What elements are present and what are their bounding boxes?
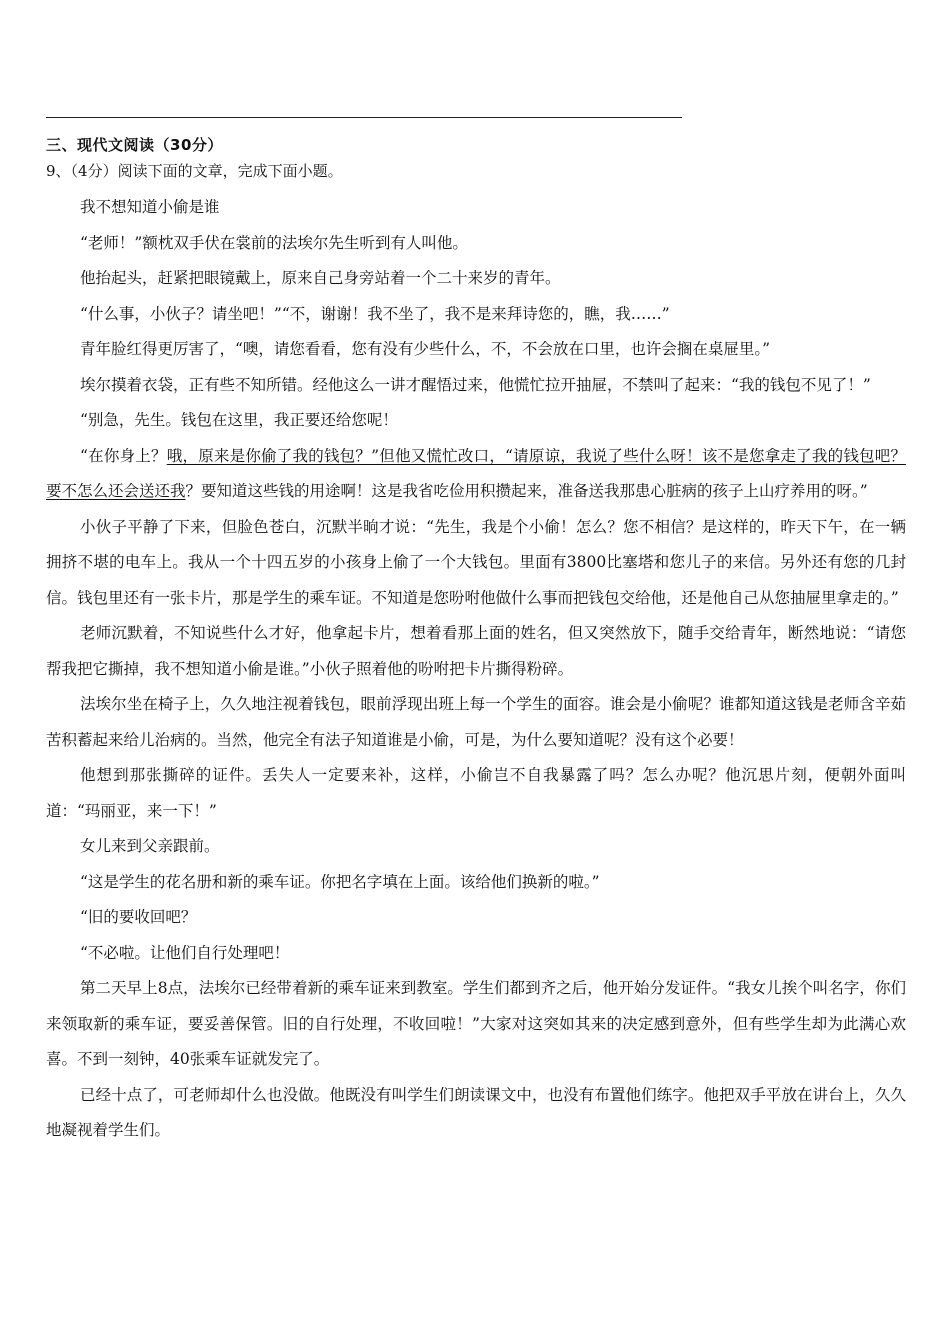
- paragraph: 女儿来到父亲跟前。: [80, 837, 220, 855]
- paragraph: 青年脸红得更厉害了，“噢，请您看看，您有没有少些什么，不，不会放在口里，也许会搁在桌屉里。”: [80, 340, 771, 358]
- paragraph: “旧的要收回吧？: [80, 908, 197, 926]
- paragraph: “不必啦。让他们自行处理吧！: [80, 943, 290, 962]
- paragraph: 小伙子平静了下来，但脸色苍白，沉默半晌才说：“先生，我是个小偷！怎么？您不相信？是这样的，昨天下午，在一辆拥挤不堪的电车上。我从一个十四五岁的小孩身上偷了一个大钱包。里面有3800比塞塔和您儿子的来信。另外还有您的几封信。钱包里还有一张卡片，那是学生的乘车证。不知道是您吩咐他做什么事而把钱包交给他，还是他自己从您抽屉里拿走的。”: [46, 517, 906, 607]
- paragraph: 他抬起头，赶紧把眼镜戴上，原来自己身旁站着一个二十来岁的青年。: [80, 269, 561, 287]
- question-prompt: 9、（4分）阅读下面的文章，完成下面小题。: [46, 162, 343, 180]
- top-rule-divider: [46, 117, 682, 118]
- paragraph-text-after: ？要知道这些钱的用途啊！这是我省吃俭用积攒起来，准备送我那患心脏病的孩子上山疗养用的呀。”: [185, 482, 868, 500]
- paragraph: 第二天早上8点，法埃尔已经带着新的乘车证来到教室。学生们都到齐之后，他开始分发证件。“我女儿挨个叫名字，你们来领取新的乘车证，要妥善保管。旧的自行处理，不收回啦！”大家对这突如其来的决定感到意外，但有些学生却为此满心欢喜。不到一刻钟，40张乘车证就发完了。: [46, 979, 906, 1068]
- paragraph: 老师沉默着，不知说些什么才好，他拿起卡片，想着看那上面的姓名，但又突然放下，随手交给青年，断然地说：“请您帮我把它撕掉，我不想知道小偷是谁。”小伙子照着他的吩咐把卡片撕得粉碎。: [46, 624, 906, 678]
- paragraph: 已经十点了，可老师却什么也没做。他既没有叫学生们朗读课文中，也没有布置他们练字。他把双手平放在讲台上，久久地凝视着学生们。: [46, 1085, 906, 1139]
- paragraph: “什么事，小伙子？请坐吧！”“不，谢谢！我不坐了，我不是来拜诗您的，瞧，我……”: [80, 304, 670, 323]
- underlined-sentence: 哦，原来是你偷了我的钱包？”但他又慌忙改口，“请原谅，我说了些什么呀！该不是您拿走了我的钱包吧？要不怎么还会送还我: [46, 446, 906, 500]
- article-body: [46, 190, 906, 1149]
- paragraph: “这是学生的花名册和新的乘车证。你把名字填在上面。该给他们换新的啦。”: [80, 872, 600, 891]
- paragraph-text-before: “在你身上？: [80, 446, 167, 465]
- section-heading: 三、现代文阅读（30分）: [46, 136, 223, 154]
- paragraph: “老师！”额枕双手伏在裳前的法埃尔先生听到有人叫他。: [80, 233, 468, 252]
- paragraph: 埃尔摸着衣袋，正有些不知所错。经他这么一讲才醒悟过来，他慌忙拉开抽屉，不禁叫了起来：“我的钱包不见了！”: [80, 375, 871, 394]
- paragraph-underlined: [46, 439, 906, 510]
- paragraph: “别急，先生。钱包在这里，我正要还给您呢！: [80, 411, 398, 429]
- article-title: 我不想知道小偷是谁: [80, 198, 220, 216]
- paragraph: 法埃尔坐在椅子上，久久地注视着钱包，眼前浮现出班上每一个学生的面容。谁会是小偷呢？谁都知道这钱是老师含辛茹苦积蓄起来给儿治病的。当然，他完全有法子知道谁是小偷，可是，为什么要知道呢？没有这个必要！: [46, 695, 906, 749]
- paragraph: 他想到那张撕碎的证件。丢失人一定要来补，这样，小偷岂不自我暴露了吗？怎么办呢？他沉思片刻，便朝外面叫道：“玛丽亚，来一下！”: [46, 766, 906, 820]
